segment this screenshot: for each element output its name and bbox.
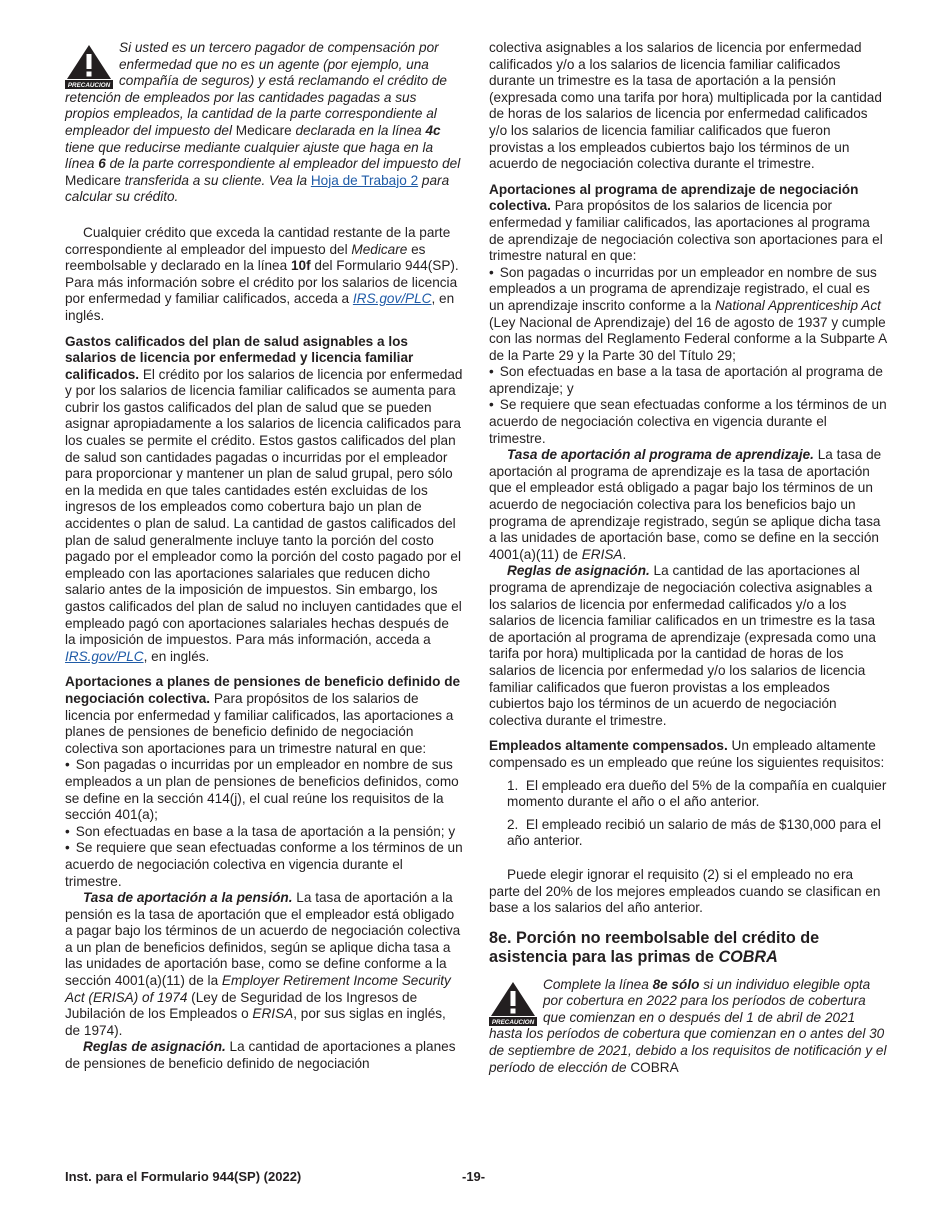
paragraph-pension-contributions: Aportaciones a planes de pensiones de beneficio definido de negociación colectiva. Para propósitos de los salarios de licencia por enfermedad y familiar calificados, las aportaciones a planes de pensiones de beneficio definido de negociación colectiva son aportaciones para un trimestre natural en que: [65, 674, 461, 756]
heading-apprenticeship-contributions: Aportaciones al programa de aprendizaje de negociación colectiva. [489, 181, 859, 214]
left-column [65, 40, 463, 1073]
heading-pension-contributions: Aportaciones a planes de pensiones de beneficio definido de negociación colectiva. [65, 674, 461, 706]
heading-health-plan-expenses: Gastos calificados del plan de salud asignables a los salarios de licencia por enfermedad y licencia familiar calificados. [65, 333, 414, 382]
paragraph-apprenticeship-rate: Tasa de aportación al programa de aprendizaje. La tasa de aportación al programa de aprendizaje es la tasa de aportación que el empleador está obligado a pagar bajo los términos de un acuerdo de negociación colectiva para los beneficios bajo un programa de aprendizaje registrado, según se aplique dicha tasa a las unidades de aportación base, como se define en la sección 4001(a)(11) de ERISA. [489, 447, 882, 562]
irs-plc-link[interactable]: IRS.gov/PLC [65, 648, 144, 664]
section-title-8e: 8e. Porción no reembolsable del crédito de asistencia para las primas de COBRA [489, 928, 820, 967]
worksheet-2-link[interactable]: Hoja de Trabajo 2 [310, 172, 419, 188]
caution-text-bold: 6 [98, 156, 106, 172]
paragraph-apprenticeship-contributions: Aportaciones al programa de aprendizaje de negociación colectiva. Para propósitos de los salarios de licencia por enfermedad y familiar calificados, las aportaciones al programa de aprendizaje de negociación colectiva son aportaciones para el trimestre natural en que: [489, 181, 883, 264]
caution-text: Si usted es un tercero pagador de compensación por enfermedad que no es un agente (por ejemplo, una compañía de seguros) y está reclamando el crédito de retención de empleados por las cantidades pagadas a sus propios empleados, la cantidad de la parte correspondiente al empleador del impuesto del [65, 40, 447, 138]
caution-text-bold: 8e sólo [652, 976, 700, 992]
paragraph-health-plan-expenses: Gastos calificados del plan de salud asignables a los salarios de licencia por enfermedad y licencia familiar calificados. El crédito por los salarios de licencia por enfermedad y por los salarios de licencia familiar calificados se aumenta para cubrir los gastos calificados del plan de salud que se pueden asignar apropiadamente a los salarios de licencia calificados para los cuales se permite el crédito. Estos gastos calificados del plan de salud son cantidades pagadas o incurridas por el empleador para proporcionar y mantener un plan de salud grupal, pero sólo en la medida en que tales cantidades estén excluidas de los ingresos de los empleados como cobertura bajo un plan de accidentes o plan de salud. La cantidad de gastos calificados del plan de salud generalmente incluye tanto la porción del costo pagado por el empleador como la porción del costo pagado por el empleado con las aportaciones salariales que reducen dicho salario antes de la imposición de impuestos. Sin embargo, los gastos calificados del plan de salud no incluyen cantidades que el empleado pagó con aportaciones salariales hechas después de la imposición de impuestos. Para más información, acceda a IRS.gov/PLC, en inglés. [65, 333, 463, 664]
caution-text: declarada en la línea [291, 122, 426, 138]
paragraph-highly-compensated: Empleados altamente compensados. Un empleado altamente compensado es un empleado que reúne los siguientes requisitos: [489, 738, 885, 770]
page-number: -19- [462, 1169, 486, 1184]
caution-note [489, 977, 887, 1077]
caution-text: Medicare [65, 172, 121, 188]
list-item: • Son pagadas o incurridas por un empleador en nombre de sus empleados a un plan de pensiones de beneficios definidos, como se define en la sección 414(j), el cual reúne los requisitos de la sección 401(a); [65, 757, 463, 823]
list-item: • Se requiere que sean efectuadas conforme a los términos de un acuerdo de negociación colectiva en vigencia durante el trimestre. [489, 397, 887, 447]
caution-warning-icon [65, 43, 113, 89]
right-column [489, 40, 887, 1076]
caution-note [65, 40, 463, 206]
caution-warning-icon [489, 980, 537, 1026]
irs-plc-link[interactable]: IRS.gov/PLC [352, 291, 432, 307]
paragraph-continued: colectiva asignables a los salarios de licencia por enfermedad calificados y/o a los salarios de licencia familiar calificados durante un trimestre es la tasa de aportación a la pensión (expresada como una tarifa por hora) multiplicada por la cantidad de horas de los salarios de licencia por enfermedad calificados y/o los salarios de licencia familiar calificados que fueron provistas a los empleados cubiertos bajo los términos de un acuerdo de negociación colectiva durante el trimestre. [489, 40, 882, 172]
caution-text: COBRA [630, 1059, 679, 1075]
paragraph-allocation-rules: Reglas de asignación. La cantidad de aportaciones a planes de pensiones de beneficio definido de negociación [65, 1039, 456, 1072]
heading-allocation-rules: Reglas de asignación. [507, 563, 650, 579]
caution-text: de la parte correspondiente al empleador del impuesto del [105, 156, 461, 172]
caution-text: si un individuo elegible opta por cobertura en 2022 para los períodos de cobertura que comienzan en o después del 1 de abril de 2021 hasta los períodos de cobertura que comienzan en o antes del 30 de septiembre de 2021, debido a los requisitos de notificación y el período de elección de [489, 976, 887, 1075]
caution-text-bold: 4c [425, 122, 441, 138]
paragraph-refundable-credit: Cualquier crédito que exceda la cantidad restante de la parte correspondiente al empleador del impuesto del Medicare es reembolsable y declarado en la línea 10f del Formulario 944(SP). Para más información sobre el crédito por los salarios de licencia por enfermedad y familiar calificados, acceda a IRS.gov/PLC, en inglés. [65, 224, 459, 323]
list-item: • Se requiere que sean efectuadas conforme a los términos de un acuerdo de negociación colectiva en vigencia durante el trimestre. [65, 840, 463, 890]
caution-text: Complete la línea [543, 976, 653, 992]
list-item: • Son efectuadas en base a la tasa de aportación a la pensión; y [65, 824, 463, 841]
heading-highly-compensated: Empleados altamente compensados. [489, 738, 728, 754]
list-item: • Son efectuadas en base a la tasa de aportación al programa de aprendizaje; y [489, 364, 887, 397]
numbered-item: 1. El empleado era dueño del 5% de la compañía en cualquier momento durante el año o el año anterior. [507, 777, 887, 810]
footer-form-name: Inst. para el Formulario 944(SP) (2022) [65, 1169, 302, 1184]
caution-icon-label: PRECAUCION [67, 82, 111, 89]
caution-text: para calcular su crédito. [65, 172, 450, 205]
caution-text: transferida a su cliente. Vea la [120, 172, 311, 188]
caution-icon-label: PRECAUCION [491, 1018, 535, 1026]
caution-text: tiene que reducirse mediante cualquier ajuste que haga en la línea [65, 139, 434, 172]
paragraph-ignore-requirement: Puede elegir ignorar el requisito (2) si el empleado no era parte del 20% de los mejores empleados cuando se clasifican en base a los salarios del año anterior. [489, 866, 881, 916]
numbered-item: 2. El empleado recibió un salario de más de $130,000 para el año anterior. [507, 816, 882, 849]
heading-apprenticeship-rate: Tasa de aportación al programa de aprendizaje. [507, 447, 814, 463]
heading-allocation-rules: Reglas de asignación. [83, 1039, 226, 1055]
heading-pension-rate: Tasa de aportación a la pensión. [83, 890, 293, 906]
paragraph-pension-rate: Tasa de aportación a la pensión. La tasa de aportación a la pensión es la tasa de aportación que el empleador está obligado a pagar bajo los términos de un acuerdo de negociación colectiva a un plan de beneficios definidos, según se aplique dicha tasa a las unidades de aportación base, como se define conforme a la sección 4001(a)(11) de la Employer Retirement Income Security Act (ERISA) of 1974 (Ley de Seguridad de los Ingresos de Jubilación de los Empleados o ERISA, por sus siglas en inglés, de 1974). [65, 890, 461, 1038]
caution-text: Medicare [235, 122, 292, 138]
list-item: • Son pagadas o incurridas por un empleador en nombre de sus empleados a un programa de aprendizaje registrado, el cual es un aprendizaje inscrito conforme a la National Apprenticeship Act (Ley Nacional de Aprendizaje) del 16 de agosto de 1937 y cumple con las normas del Reglamento Federal conforme a la Subparte A de la Parte 29 y la Parte 30 del Título 29; [489, 265, 887, 365]
paragraph-allocation-rules-apprenticeship: Reglas de asignación. La cantidad de las aportaciones al programa de aprendizaje de negociación colectiva asignables a los salarios de licencia por enfermedad calificados y/o a los salarios de licencia familiar calificados en un trimestre es la tasa de aportación al programa de aprendizaje (expresada como una tarifa por hora) multiplicada por la cantidad de horas de los salarios de licencia por enfermedad y/o los salarios de licencia familiar calificados que fueron provistas a los empleados cubiertos bajo los términos de un acuerdo de negociación colectiva durante el trimestre. [489, 563, 876, 728]
